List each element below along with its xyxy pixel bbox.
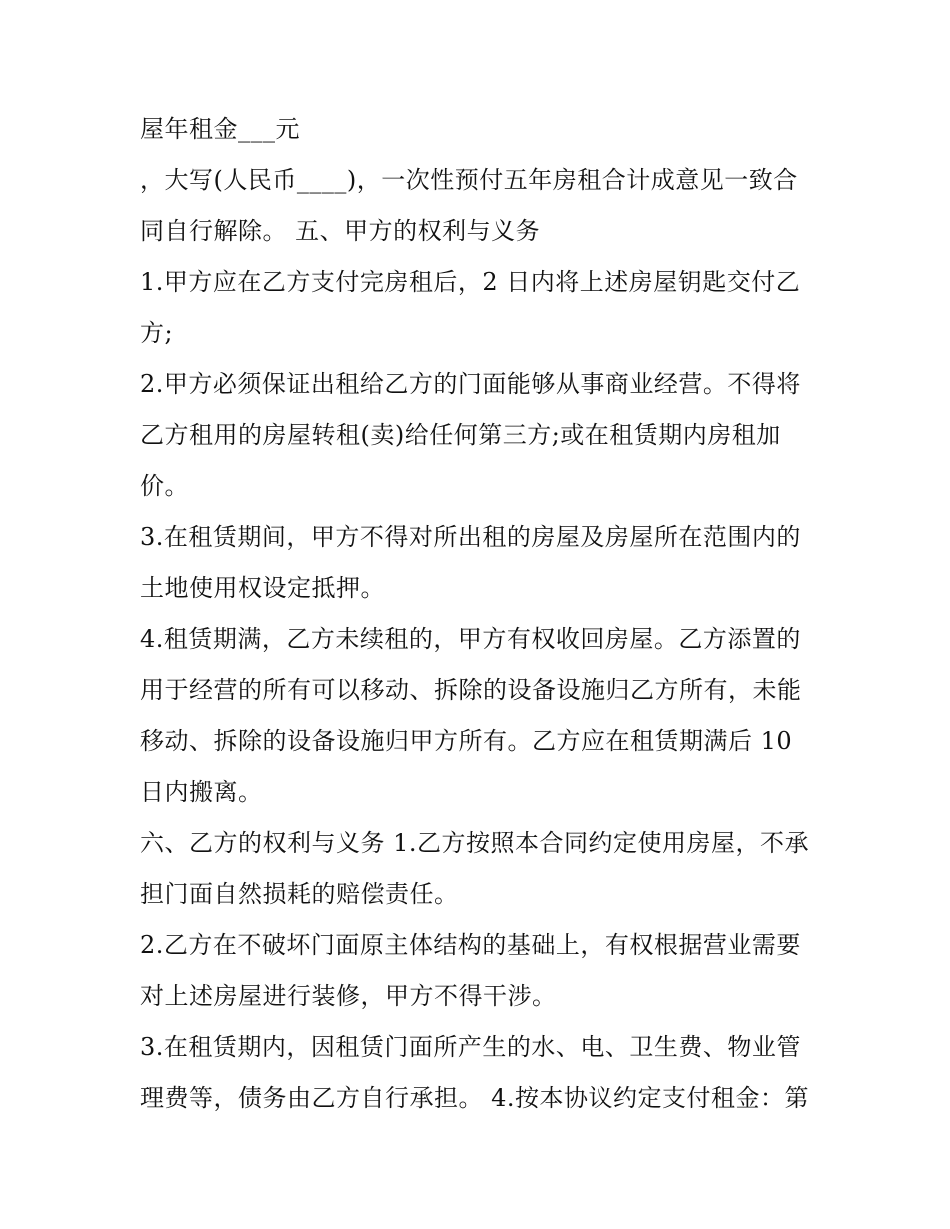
text-line: 2.乙方在不破坏门面原主体结构的基础上，有权根据营业需要 bbox=[140, 931, 801, 959]
text-line: 2.甲方必须保证出租给乙方的门面能够从事商业经营。不得将 bbox=[140, 370, 801, 398]
text-line: 方; bbox=[140, 319, 174, 347]
text-line: 担门面自然损耗的赔偿责任。 bbox=[140, 880, 459, 908]
document-body bbox=[140, 109, 830, 1129]
text-line: 移动、拆除的设备设施归甲方所有。乙方应在租赁期满后 10 bbox=[140, 727, 793, 755]
text-line: ，大写(人民币____)，一次性预付五年房租合计成意见一致合 bbox=[140, 166, 798, 194]
text-line: 屋年租金___元 bbox=[140, 115, 300, 143]
text-line: 日内搬离。 bbox=[140, 778, 263, 806]
text-line: 用于经营的所有可以移动、拆除的设备设施归乙方所有，未能 bbox=[140, 676, 802, 704]
text-line: 4.租赁期满，乙方未续租的，甲方有权收回房屋。乙方添置的 bbox=[140, 625, 801, 653]
text-line: 理费等，债务由乙方自行承担。 4.按本协议约定支付租金：第 bbox=[140, 1084, 810, 1112]
text-line: 土地使用权设定抵押。 bbox=[140, 574, 385, 602]
text-line: 对上述房屋进行装修，甲方不得干涉。 bbox=[140, 982, 557, 1010]
text-line: 1.甲方应在乙方支付完房租后，2 日内将上述房屋钥匙交付乙 bbox=[140, 268, 801, 296]
text-line: 3.在租赁期间，甲方不得对所出租的房屋及房屋所在范围内的 bbox=[140, 523, 801, 551]
text-line: 乙方租用的房屋转租(卖)给任何第三方;或在租赁期内房租加 bbox=[140, 421, 781, 449]
text-line: 3.在租赁期内，因租赁门面所产生的水、电、卫生费、物业管 bbox=[140, 1033, 801, 1061]
text-line: 六、乙方的权利与义务 1.乙方按照本合同约定使用房屋，不承 bbox=[140, 829, 810, 857]
text-line: 价。 bbox=[140, 472, 189, 500]
text-line: 同自行解除。 五、甲方的权利与义务 bbox=[140, 217, 541, 245]
